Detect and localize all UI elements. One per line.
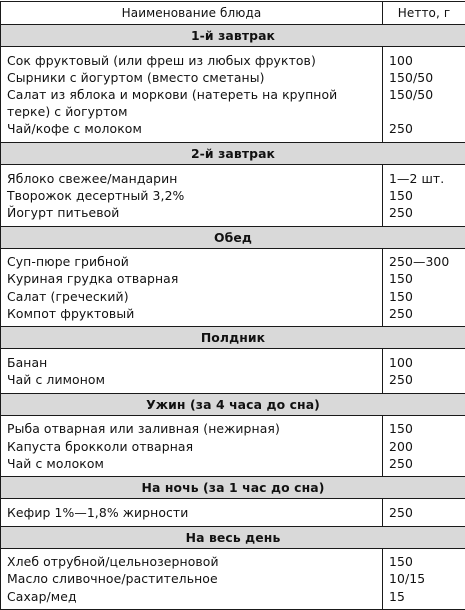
table-row [1, 120, 465, 137]
section-row [1, 327, 465, 349]
dish-weight: 150 [383, 288, 465, 305]
dish-weight: 150 [383, 187, 465, 204]
dish-name: Чай с молоком [1, 455, 383, 472]
table-row [1, 52, 465, 69]
table-row [1, 305, 465, 322]
dish-name: Сок фруктовый (или фреш из любых фруктов) [1, 52, 383, 69]
column-header-dish: Наименование блюда [1, 2, 383, 25]
table-row [1, 371, 465, 388]
section-row [1, 393, 465, 415]
dish-name: Салат из яблока и моркови (натереть на крупной терке) с йогуртом [1, 86, 383, 120]
dish-weight: 250 [383, 371, 465, 388]
table-row [1, 270, 465, 287]
dish-name: Йогурт питьевой [1, 204, 383, 221]
table-row [1, 86, 465, 120]
table-row [1, 553, 465, 570]
dish-weight: 250 [383, 120, 465, 137]
dish-name: Банан [1, 354, 383, 371]
dish-weight: 150 [383, 553, 465, 570]
dish-weight: 150/50 [383, 86, 465, 120]
padding-cell [383, 605, 465, 610]
dish-weight: 10/15 [383, 570, 465, 587]
dish-name: Куриная грудка отварная [1, 270, 383, 287]
section-title: Полдник [1, 327, 465, 349]
dish-name: Чай с лимоном [1, 371, 383, 388]
table-row [1, 588, 465, 605]
section-title: 1-й завтрак [1, 25, 465, 47]
table-row [1, 420, 465, 437]
section-row [1, 477, 465, 499]
dish-weight: 250 [383, 305, 465, 322]
dish-name: Яблоко свежее/мандарин [1, 170, 383, 187]
table-row [1, 455, 465, 472]
table-row [1, 354, 465, 371]
dish-name: Творожок десертный 3,2% [1, 187, 383, 204]
dish-weight: 250 [383, 204, 465, 221]
dish-name: Кефир 1%—1,8% жирности [1, 504, 383, 521]
table-row [1, 438, 465, 455]
dish-weight: 100 [383, 52, 465, 69]
dish-name: Суп-пюре грибной [1, 253, 383, 270]
table-row [1, 504, 465, 521]
section-title: Ужин (за 4 часа до сна) [1, 393, 465, 415]
dish-name: Компот фруктовый [1, 305, 383, 322]
table-row [1, 570, 465, 587]
dish-name: Хлеб отрубной/цельнозерновой [1, 553, 383, 570]
dish-weight: 250 [383, 455, 465, 472]
dish-weight: 15 [383, 588, 465, 605]
table-row [1, 253, 465, 270]
dish-name: Рыба отварная или заливная (нежирная) [1, 420, 383, 437]
section-title: 2-й завтрак [1, 143, 465, 165]
section-row [1, 143, 465, 165]
dish-weight: 100 [383, 354, 465, 371]
dish-name: Сырники с йогуртом (вместо сметаны) [1, 69, 383, 86]
dish-weight: 150/50 [383, 69, 465, 86]
section-row [1, 526, 465, 548]
table-row [1, 288, 465, 305]
table-row [1, 187, 465, 204]
dish-weight: 150 [383, 420, 465, 437]
section-title: Обед [1, 226, 465, 248]
table-row [1, 170, 465, 187]
section-title: На весь день [1, 526, 465, 548]
dish-name: Сахар/мед [1, 588, 383, 605]
dish-name: Капуста брокколи отварная [1, 438, 383, 455]
dish-weight: 200 [383, 438, 465, 455]
dish-name: Чай/кофе с молоком [1, 120, 383, 137]
meal-plan-body [1, 2, 465, 610]
table-row [1, 204, 465, 221]
table-row [1, 69, 465, 86]
dish-weight: 250 [383, 504, 465, 521]
padding-cell [1, 605, 383, 610]
section-title: На ночь (за 1 час до сна) [1, 477, 465, 499]
dish-name: Салат (греческий) [1, 288, 383, 305]
dish-weight: 250—300 [383, 253, 465, 270]
section-row [1, 25, 465, 47]
dish-name: Масло сливочное/растительное [1, 570, 383, 587]
section-row [1, 226, 465, 248]
column-header-weight: Нетто, г [383, 2, 465, 25]
section-padding-row [1, 605, 465, 610]
table-header-row [1, 2, 465, 25]
dish-weight: 1—2 шт. [383, 170, 465, 187]
meal-plan-table [0, 1, 465, 610]
dish-weight: 150 [383, 270, 465, 287]
